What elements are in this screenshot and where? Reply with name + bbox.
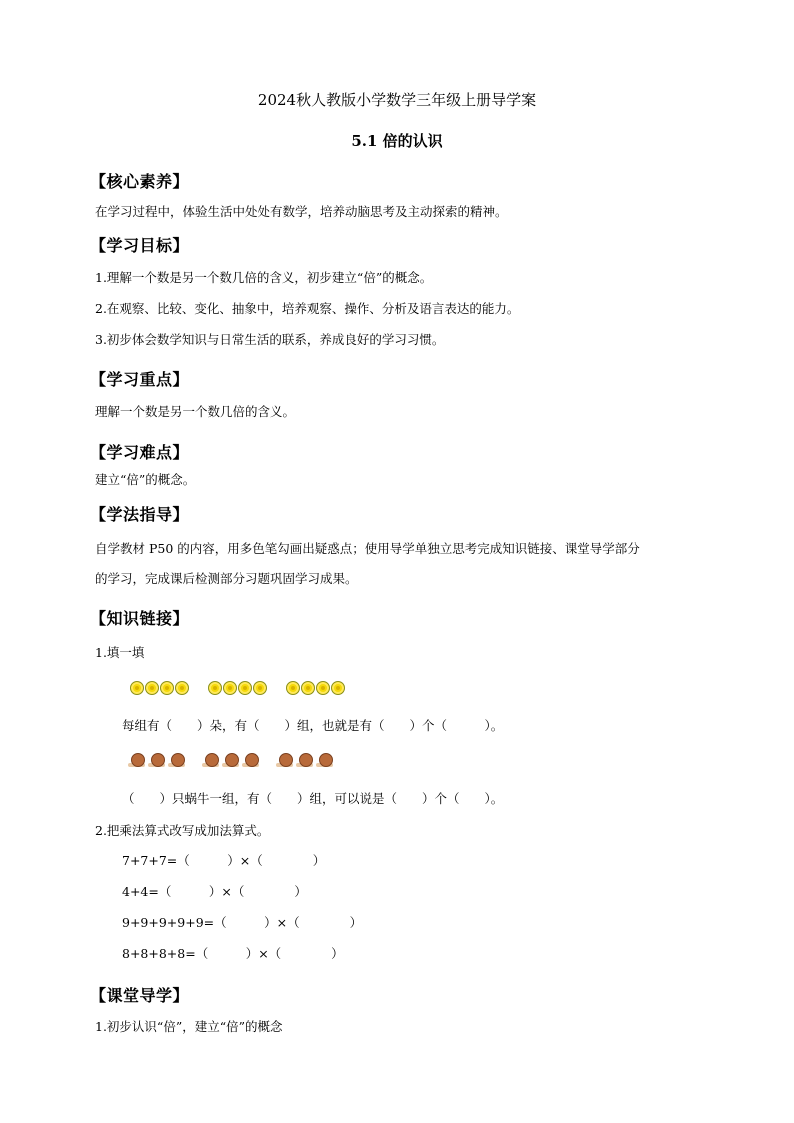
snail-icon	[296, 753, 313, 767]
snail-icon	[316, 753, 333, 767]
flower-icon	[175, 681, 189, 695]
section-class-heading: 【课堂导学】	[90, 986, 190, 1005]
section-method-heading: 【学法指导】	[90, 505, 190, 524]
flower-icon	[130, 681, 144, 695]
flower-icon	[286, 681, 300, 695]
class-q1-label: 1.初步认识“倍”，建立“倍”的概念	[95, 1019, 283, 1034]
flower-group	[130, 681, 190, 695]
snail-group	[202, 753, 262, 767]
goal-item-2: 2.在观察、比较、变化、抽象中，培养观察、操作、分析及语言表达的能力。	[95, 301, 520, 316]
document-title: 2024秋人教版小学数学三年级上册导学案	[257, 91, 537, 109]
flower-icon	[301, 681, 315, 695]
flower-groups	[130, 681, 364, 695]
equation-1: 7+7+7=（ ）×（ ）	[122, 853, 326, 868]
section-difficulty-text: 建立“倍”的概念。	[95, 472, 196, 487]
flower-icon	[208, 681, 222, 695]
snail-icon	[168, 753, 185, 767]
flower-icon	[238, 681, 252, 695]
flower-group	[286, 681, 346, 695]
snail-groups	[128, 753, 350, 767]
link-q2-label: 2.把乘法算式改写成加法算式。	[95, 823, 270, 838]
flower-icon	[316, 681, 330, 695]
link-q1-label: 1.填一填	[95, 645, 145, 660]
method-line-1: 自学教材 P50 的内容，用多色笔勾画出疑惑点；使用导学单独立思考完成知识链接、课堂导学部分	[95, 541, 640, 556]
flower-icon	[223, 681, 237, 695]
section-goals-heading: 【学习目标】	[90, 236, 190, 255]
snail-group	[128, 753, 188, 767]
section-core-heading: 【核心素养】	[90, 172, 190, 191]
section-difficulty-heading: 【学习难点】	[90, 443, 190, 462]
goal-item-1: 1.理解一个数是另一个数几倍的含义，初步建立“倍”的概念。	[95, 270, 433, 285]
equation-2: 4+4=（ ）×（ ）	[122, 884, 307, 899]
flower-sentence: 每组有（ ）朵，有（ ）组，也就是有（ ）个（ ）。	[122, 718, 504, 733]
section-key-heading: 【学习重点】	[90, 370, 190, 389]
snail-icon	[242, 753, 259, 767]
section-link-heading: 【知识链接】	[90, 609, 190, 628]
flower-icon	[145, 681, 159, 695]
snail-icon	[202, 753, 219, 767]
snail-group	[276, 753, 336, 767]
goal-item-3: 3.初步体会数学知识与日常生活的联系，养成良好的学习习惯。	[95, 332, 445, 347]
flower-icon	[331, 681, 345, 695]
snail-icon	[276, 753, 293, 767]
method-line-2: 的学习，完成课后检测部分习题巩固学习成果。	[95, 571, 358, 586]
snail-sentence: （ ）只蜗牛一组，有（ ）组，可以说是（ ）个（ ）。	[122, 791, 504, 806]
lesson-subtitle: 5.1 倍的认识	[351, 132, 443, 150]
equation-3: 9+9+9+9+9=（ ）×（ ）	[122, 915, 363, 930]
section-key-text: 理解一个数是另一个数几倍的含义。	[95, 404, 296, 419]
flower-group	[208, 681, 268, 695]
equation-4: 8+8+8+8=（ ）×（ ）	[122, 946, 344, 961]
section-core-text: 在学习过程中，体验生活中处处有数学，培养动脑思考及主动探索的精神。	[95, 204, 508, 219]
snail-icon	[148, 753, 165, 767]
flower-icon	[253, 681, 267, 695]
flower-icon	[160, 681, 174, 695]
snail-icon	[128, 753, 145, 767]
snail-icon	[222, 753, 239, 767]
